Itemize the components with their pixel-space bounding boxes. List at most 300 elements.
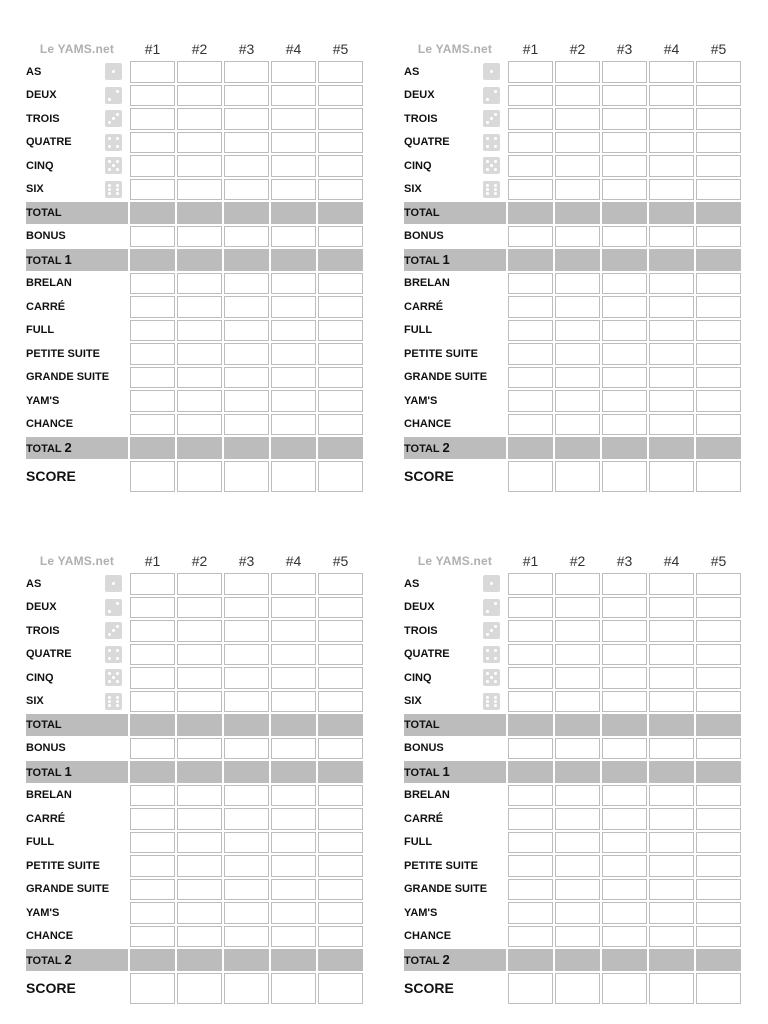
score-cell[interactable] — [555, 320, 600, 342]
score-cell[interactable] — [602, 108, 647, 130]
score-cell[interactable] — [177, 179, 222, 201]
score-cell[interactable] — [508, 155, 553, 177]
score-cell[interactable] — [696, 61, 741, 83]
score-cell[interactable] — [130, 226, 175, 248]
score-cell[interactable] — [177, 902, 222, 924]
score-cell[interactable] — [177, 832, 222, 854]
score-cell[interactable] — [130, 414, 175, 436]
score-cell[interactable] — [224, 414, 269, 436]
score-cell[interactable] — [177, 597, 222, 619]
score-cell[interactable] — [224, 832, 269, 854]
score-cell[interactable] — [130, 926, 175, 948]
score-cell[interactable] — [696, 179, 741, 201]
score-cell[interactable] — [177, 714, 222, 736]
score-cell[interactable] — [271, 644, 316, 666]
score-cell[interactable] — [508, 179, 553, 201]
score-cell[interactable] — [318, 832, 363, 854]
score-cell[interactable] — [130, 296, 175, 318]
score-cell[interactable] — [271, 761, 316, 783]
score-cell[interactable] — [271, 832, 316, 854]
score-cell[interactable] — [696, 949, 741, 971]
score-cell[interactable] — [318, 85, 363, 107]
score-cell[interactable] — [696, 761, 741, 783]
score-cell[interactable] — [318, 61, 363, 83]
score-cell[interactable] — [177, 273, 222, 295]
score-cell[interactable] — [224, 132, 269, 154]
score-cell[interactable] — [130, 461, 175, 492]
score-cell[interactable] — [318, 644, 363, 666]
score-cell[interactable] — [602, 367, 647, 389]
score-cell[interactable] — [649, 573, 694, 595]
score-cell[interactable] — [318, 202, 363, 224]
score-cell[interactable] — [602, 249, 647, 271]
score-cell[interactable] — [177, 61, 222, 83]
score-cell[interactable] — [649, 132, 694, 154]
score-cell[interactable] — [318, 179, 363, 201]
score-cell[interactable] — [318, 320, 363, 342]
score-cell[interactable] — [224, 597, 269, 619]
score-cell[interactable] — [177, 620, 222, 642]
score-cell[interactable] — [130, 573, 175, 595]
score-cell[interactable] — [602, 343, 647, 365]
score-cell[interactable] — [602, 226, 647, 248]
score-cell[interactable] — [696, 155, 741, 177]
score-cell[interactable] — [602, 85, 647, 107]
score-cell[interactable] — [224, 390, 269, 412]
score-cell[interactable] — [177, 808, 222, 830]
score-cell[interactable] — [508, 343, 553, 365]
score-cell[interactable] — [224, 461, 269, 492]
score-cell[interactable] — [130, 273, 175, 295]
score-cell[interactable] — [696, 785, 741, 807]
score-cell[interactable] — [177, 644, 222, 666]
score-cell[interactable] — [602, 390, 647, 412]
score-cell[interactable] — [318, 620, 363, 642]
score-cell[interactable] — [508, 808, 553, 830]
score-cell[interactable] — [224, 108, 269, 130]
score-cell[interactable] — [602, 738, 647, 760]
score-cell[interactable] — [602, 597, 647, 619]
score-cell[interactable] — [508, 249, 553, 271]
score-cell[interactable] — [602, 691, 647, 713]
score-cell[interactable] — [224, 320, 269, 342]
score-cell[interactable] — [649, 785, 694, 807]
score-cell[interactable] — [224, 85, 269, 107]
score-cell[interactable] — [508, 667, 553, 689]
score-cell[interactable] — [224, 644, 269, 666]
score-cell[interactable] — [555, 414, 600, 436]
score-cell[interactable] — [602, 202, 647, 224]
score-cell[interactable] — [130, 320, 175, 342]
score-cell[interactable] — [508, 714, 553, 736]
score-cell[interactable] — [555, 108, 600, 130]
score-cell[interactable] — [224, 667, 269, 689]
score-cell[interactable] — [555, 879, 600, 901]
score-cell[interactable] — [555, 367, 600, 389]
score-cell[interactable] — [508, 390, 553, 412]
score-cell[interactable] — [224, 179, 269, 201]
score-cell[interactable] — [508, 202, 553, 224]
score-cell[interactable] — [696, 691, 741, 713]
score-cell[interactable] — [508, 973, 553, 1004]
score-cell[interactable] — [555, 667, 600, 689]
score-cell[interactable] — [649, 202, 694, 224]
score-cell[interactable] — [224, 437, 269, 459]
score-cell[interactable] — [177, 367, 222, 389]
score-cell[interactable] — [508, 320, 553, 342]
score-cell[interactable] — [271, 738, 316, 760]
score-cell[interactable] — [555, 973, 600, 1004]
score-cell[interactable] — [508, 573, 553, 595]
score-cell[interactable] — [508, 902, 553, 924]
score-cell[interactable] — [602, 461, 647, 492]
score-cell[interactable] — [318, 738, 363, 760]
score-cell[interactable] — [649, 437, 694, 459]
score-cell[interactable] — [696, 390, 741, 412]
score-cell[interactable] — [696, 620, 741, 642]
score-cell[interactable] — [649, 620, 694, 642]
score-cell[interactable] — [649, 85, 694, 107]
score-cell[interactable] — [555, 179, 600, 201]
score-cell[interactable] — [177, 926, 222, 948]
score-cell[interactable] — [602, 273, 647, 295]
score-cell[interactable] — [649, 390, 694, 412]
score-cell[interactable] — [602, 667, 647, 689]
score-cell[interactable] — [224, 738, 269, 760]
score-cell[interactable] — [696, 808, 741, 830]
score-cell[interactable] — [555, 461, 600, 492]
score-cell[interactable] — [555, 226, 600, 248]
score-cell[interactable] — [130, 249, 175, 271]
score-cell[interactable] — [177, 761, 222, 783]
score-cell[interactable] — [130, 714, 175, 736]
score-cell[interactable] — [271, 343, 316, 365]
score-cell[interactable] — [696, 832, 741, 854]
score-cell[interactable] — [318, 249, 363, 271]
score-cell[interactable] — [696, 414, 741, 436]
score-cell[interactable] — [271, 573, 316, 595]
score-cell[interactable] — [224, 761, 269, 783]
score-cell[interactable] — [271, 926, 316, 948]
score-cell[interactable] — [177, 949, 222, 971]
score-cell[interactable] — [602, 879, 647, 901]
score-cell[interactable] — [696, 573, 741, 595]
score-cell[interactable] — [130, 902, 175, 924]
score-cell[interactable] — [318, 390, 363, 412]
score-cell[interactable] — [318, 296, 363, 318]
score-cell[interactable] — [177, 738, 222, 760]
score-cell[interactable] — [130, 597, 175, 619]
score-cell[interactable] — [602, 855, 647, 877]
score-cell[interactable] — [177, 973, 222, 1004]
score-cell[interactable] — [696, 902, 741, 924]
score-cell[interactable] — [602, 132, 647, 154]
score-cell[interactable] — [602, 179, 647, 201]
score-cell[interactable] — [130, 949, 175, 971]
score-cell[interactable] — [649, 597, 694, 619]
score-cell[interactable] — [602, 949, 647, 971]
score-cell[interactable] — [602, 926, 647, 948]
score-cell[interactable] — [555, 343, 600, 365]
score-cell[interactable] — [555, 644, 600, 666]
score-cell[interactable] — [130, 390, 175, 412]
score-cell[interactable] — [318, 926, 363, 948]
score-cell[interactable] — [318, 437, 363, 459]
score-cell[interactable] — [271, 202, 316, 224]
score-cell[interactable] — [696, 644, 741, 666]
score-cell[interactable] — [271, 108, 316, 130]
score-cell[interactable] — [224, 226, 269, 248]
score-cell[interactable] — [318, 273, 363, 295]
score-cell[interactable] — [555, 61, 600, 83]
score-cell[interactable] — [602, 973, 647, 1004]
score-cell[interactable] — [555, 249, 600, 271]
score-cell[interactable] — [696, 367, 741, 389]
score-cell[interactable] — [271, 949, 316, 971]
score-cell[interactable] — [555, 691, 600, 713]
score-cell[interactable] — [555, 437, 600, 459]
score-cell[interactable] — [130, 367, 175, 389]
score-cell[interactable] — [508, 108, 553, 130]
score-cell[interactable] — [271, 785, 316, 807]
score-cell[interactable] — [555, 85, 600, 107]
score-cell[interactable] — [224, 202, 269, 224]
score-cell[interactable] — [224, 343, 269, 365]
score-cell[interactable] — [602, 832, 647, 854]
score-cell[interactable] — [318, 761, 363, 783]
score-cell[interactable] — [271, 367, 316, 389]
score-cell[interactable] — [318, 879, 363, 901]
score-cell[interactable] — [555, 808, 600, 830]
score-cell[interactable] — [177, 414, 222, 436]
score-cell[interactable] — [318, 343, 363, 365]
score-cell[interactable] — [177, 461, 222, 492]
score-cell[interactable] — [271, 273, 316, 295]
score-cell[interactable] — [177, 226, 222, 248]
score-cell[interactable] — [271, 155, 316, 177]
score-cell[interactable] — [271, 667, 316, 689]
score-cell[interactable] — [224, 902, 269, 924]
score-cell[interactable] — [508, 85, 553, 107]
score-cell[interactable] — [271, 902, 316, 924]
score-cell[interactable] — [177, 320, 222, 342]
score-cell[interactable] — [271, 226, 316, 248]
score-cell[interactable] — [649, 714, 694, 736]
score-cell[interactable] — [271, 973, 316, 1004]
score-cell[interactable] — [602, 414, 647, 436]
score-cell[interactable] — [177, 855, 222, 877]
score-cell[interactable] — [508, 61, 553, 83]
score-cell[interactable] — [649, 855, 694, 877]
score-cell[interactable] — [271, 597, 316, 619]
score-cell[interactable] — [649, 343, 694, 365]
score-cell[interactable] — [224, 296, 269, 318]
score-cell[interactable] — [224, 785, 269, 807]
score-cell[interactable] — [508, 926, 553, 948]
score-cell[interactable] — [696, 202, 741, 224]
score-cell[interactable] — [177, 785, 222, 807]
score-cell[interactable] — [177, 879, 222, 901]
score-cell[interactable] — [508, 691, 553, 713]
score-cell[interactable] — [177, 667, 222, 689]
score-cell[interactable] — [696, 132, 741, 154]
score-cell[interactable] — [130, 738, 175, 760]
score-cell[interactable] — [649, 296, 694, 318]
score-cell[interactable] — [271, 855, 316, 877]
score-cell[interactable] — [649, 461, 694, 492]
score-cell[interactable] — [649, 249, 694, 271]
score-cell[interactable] — [271, 414, 316, 436]
score-cell[interactable] — [130, 879, 175, 901]
score-cell[interactable] — [271, 437, 316, 459]
score-cell[interactable] — [649, 902, 694, 924]
score-cell[interactable] — [555, 714, 600, 736]
score-cell[interactable] — [696, 855, 741, 877]
score-cell[interactable] — [649, 832, 694, 854]
score-cell[interactable] — [696, 973, 741, 1004]
score-cell[interactable] — [271, 61, 316, 83]
score-cell[interactable] — [224, 61, 269, 83]
score-cell[interactable] — [508, 461, 553, 492]
score-cell[interactable] — [177, 202, 222, 224]
score-cell[interactable] — [602, 761, 647, 783]
score-cell[interactable] — [649, 879, 694, 901]
score-cell[interactable] — [271, 320, 316, 342]
score-cell[interactable] — [508, 879, 553, 901]
score-cell[interactable] — [224, 273, 269, 295]
score-cell[interactable] — [130, 202, 175, 224]
score-cell[interactable] — [555, 855, 600, 877]
score-cell[interactable] — [130, 761, 175, 783]
score-cell[interactable] — [130, 132, 175, 154]
score-cell[interactable] — [130, 108, 175, 130]
score-cell[interactable] — [555, 597, 600, 619]
score-cell[interactable] — [271, 296, 316, 318]
score-cell[interactable] — [177, 155, 222, 177]
score-cell[interactable] — [696, 85, 741, 107]
score-cell[interactable] — [130, 343, 175, 365]
score-cell[interactable] — [508, 296, 553, 318]
score-cell[interactable] — [508, 855, 553, 877]
score-cell[interactable] — [602, 902, 647, 924]
score-cell[interactable] — [177, 573, 222, 595]
score-cell[interactable] — [649, 644, 694, 666]
score-cell[interactable] — [271, 714, 316, 736]
score-cell[interactable] — [555, 273, 600, 295]
score-cell[interactable] — [555, 155, 600, 177]
score-cell[interactable] — [649, 226, 694, 248]
score-cell[interactable] — [318, 155, 363, 177]
score-cell[interactable] — [271, 249, 316, 271]
score-cell[interactable] — [130, 644, 175, 666]
score-cell[interactable] — [696, 738, 741, 760]
score-cell[interactable] — [602, 808, 647, 830]
score-cell[interactable] — [130, 691, 175, 713]
score-cell[interactable] — [130, 179, 175, 201]
score-cell[interactable] — [508, 132, 553, 154]
score-cell[interactable] — [508, 367, 553, 389]
score-cell[interactable] — [602, 155, 647, 177]
score-cell[interactable] — [649, 61, 694, 83]
score-cell[interactable] — [696, 108, 741, 130]
score-cell[interactable] — [555, 620, 600, 642]
score-cell[interactable] — [508, 597, 553, 619]
score-cell[interactable] — [649, 179, 694, 201]
score-cell[interactable] — [649, 926, 694, 948]
score-cell[interactable] — [224, 367, 269, 389]
score-cell[interactable] — [130, 155, 175, 177]
score-cell[interactable] — [555, 296, 600, 318]
score-cell[interactable] — [318, 573, 363, 595]
score-cell[interactable] — [224, 620, 269, 642]
score-cell[interactable] — [602, 785, 647, 807]
score-cell[interactable] — [649, 320, 694, 342]
score-cell[interactable] — [555, 202, 600, 224]
score-cell[interactable] — [224, 949, 269, 971]
score-cell[interactable] — [696, 343, 741, 365]
score-cell[interactable] — [318, 949, 363, 971]
score-cell[interactable] — [649, 691, 694, 713]
score-cell[interactable] — [271, 179, 316, 201]
score-cell[interactable] — [555, 926, 600, 948]
score-cell[interactable] — [508, 832, 553, 854]
score-cell[interactable] — [508, 620, 553, 642]
score-cell[interactable] — [318, 597, 363, 619]
score-cell[interactable] — [696, 926, 741, 948]
score-cell[interactable] — [130, 855, 175, 877]
score-cell[interactable] — [271, 390, 316, 412]
score-cell[interactable] — [696, 226, 741, 248]
score-cell[interactable] — [177, 343, 222, 365]
score-cell[interactable] — [318, 808, 363, 830]
score-cell[interactable] — [555, 132, 600, 154]
score-cell[interactable] — [271, 879, 316, 901]
score-cell[interactable] — [649, 367, 694, 389]
score-cell[interactable] — [696, 437, 741, 459]
score-cell[interactable] — [224, 926, 269, 948]
score-cell[interactable] — [696, 296, 741, 318]
score-cell[interactable] — [555, 390, 600, 412]
score-cell[interactable] — [318, 132, 363, 154]
score-cell[interactable] — [696, 461, 741, 492]
score-cell[interactable] — [318, 667, 363, 689]
score-cell[interactable] — [318, 902, 363, 924]
score-cell[interactable] — [649, 414, 694, 436]
score-cell[interactable] — [555, 785, 600, 807]
score-cell[interactable] — [555, 573, 600, 595]
score-cell[interactable] — [130, 85, 175, 107]
score-cell[interactable] — [177, 108, 222, 130]
score-cell[interactable] — [508, 226, 553, 248]
score-cell[interactable] — [602, 437, 647, 459]
score-cell[interactable] — [177, 85, 222, 107]
score-cell[interactable] — [318, 714, 363, 736]
score-cell[interactable] — [224, 573, 269, 595]
score-cell[interactable] — [508, 437, 553, 459]
score-cell[interactable] — [649, 108, 694, 130]
score-cell[interactable] — [177, 691, 222, 713]
score-cell[interactable] — [508, 761, 553, 783]
score-cell[interactable] — [130, 61, 175, 83]
score-cell[interactable] — [602, 61, 647, 83]
score-cell[interactable] — [508, 949, 553, 971]
score-cell[interactable] — [224, 691, 269, 713]
score-cell[interactable] — [318, 414, 363, 436]
score-cell[interactable] — [224, 155, 269, 177]
score-cell[interactable] — [130, 785, 175, 807]
score-cell[interactable] — [177, 132, 222, 154]
score-cell[interactable] — [130, 620, 175, 642]
